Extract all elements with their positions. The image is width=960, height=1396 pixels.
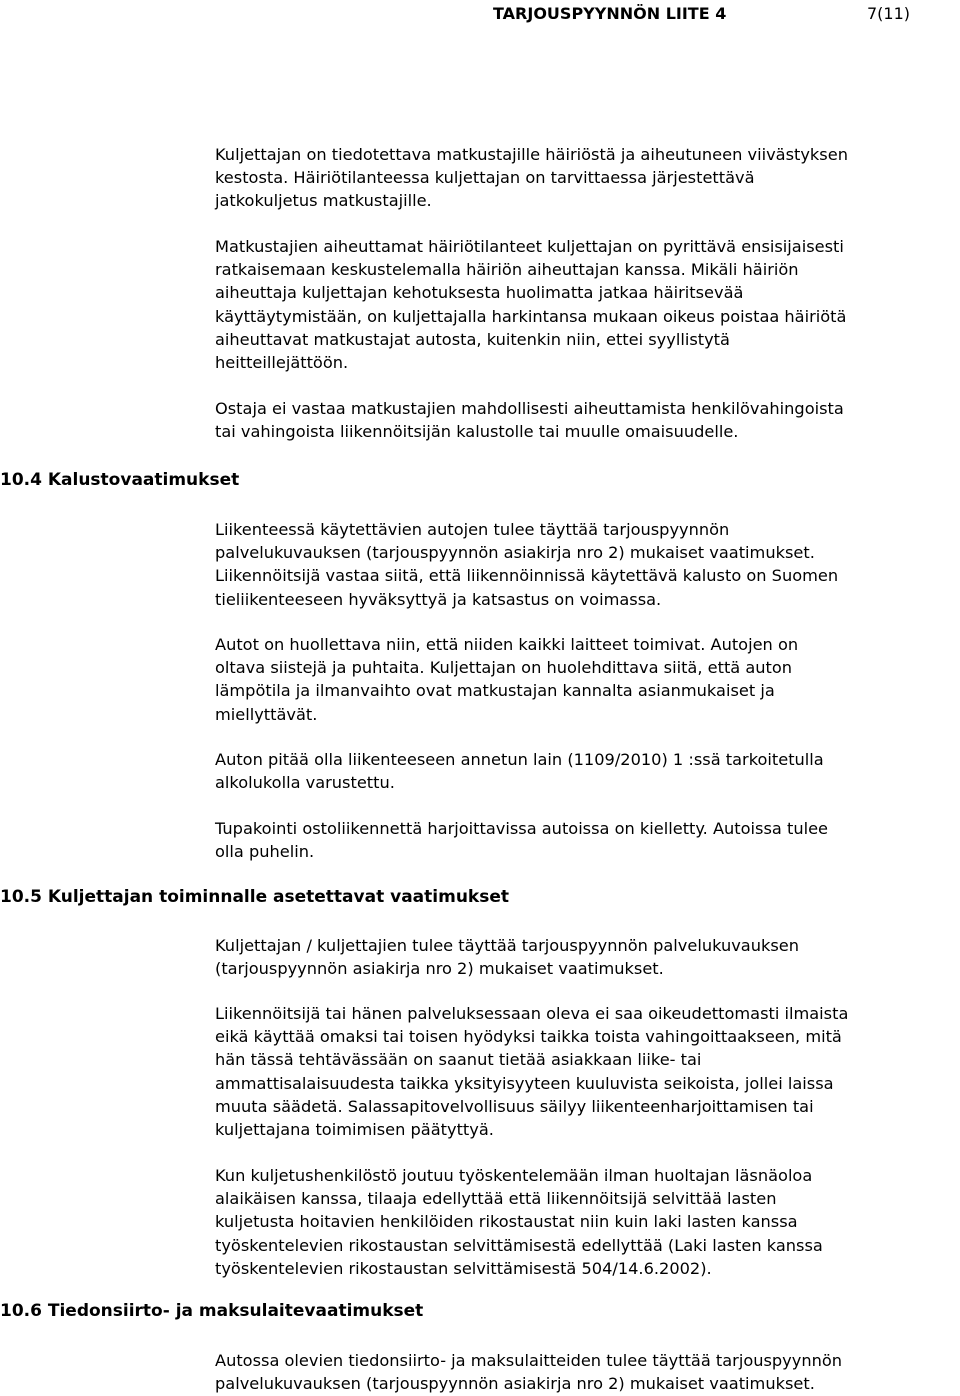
header-title: TARJOUSPYYNNÖN LIITE 4 [493, 4, 727, 23]
paragraph-line: olla puhelin. [215, 842, 315, 862]
paragraph-line: alkolukolla varustettu. [215, 773, 395, 793]
paragraph [215, 934, 957, 980]
paragraph-line: Tupakointi ostoliikennettä harjoittavissa autoissa on kielletty. Autoissa tulee [215, 819, 829, 838]
paragraph-line: Ostaja ei vastaa matkustajien mahdollisesti aiheuttamista henkilövahingoista [215, 399, 844, 418]
paragraph-line: palvelukuvauksen (tarjouspyynnön asiakirja nro 2) mukaiset vaatimukset. [215, 1374, 815, 1394]
section-heading: 10.6 Tiedonsiirto- ja maksulaitevaatimukset [0, 1301, 424, 1321]
paragraph-line: ratkaisemaan keskustelemalla häiriön aiheuttajan kanssa. Mikäli häiriön [215, 260, 799, 280]
paragraph-line: aiheuttaja kuljettajan kehotuksesta huolimatta jatkaa häiritsevää [215, 283, 744, 303]
paragraph-line: kestosta. Häiriötilanteessa kuljettajan on tarvittaessa järjestettävä [215, 168, 755, 188]
paragraph-line: (tarjouspyynnön asiakirja nro 2) mukaiset vaatimukset. [215, 959, 664, 979]
paragraph-line: alaikäisen kanssa, tilaaja edellyttää että liikennöitsijä selvittää lasten [215, 1189, 777, 1209]
paragraph-line: työskentelevien rikostaustan selvittämisestä 504/14.6.2002). [215, 1258, 712, 1278]
page-number: 7(11) [867, 4, 911, 23]
paragraph-line: Liikenteessä käytettävien autojen tulee täyttää tarjouspyynnön [215, 520, 730, 539]
paragraph-line: eikä käyttää omaksi tai toisen hyödyksi taikka toista vahingoittaakseen, mitä [215, 1027, 842, 1047]
paragraph-line: kuljetusta hoitavien henkilöiden rikostaustat niin kuin laki lasten kanssa [215, 1212, 798, 1232]
section-heading: 10.4 Kalustovaatimukset [0, 470, 240, 490]
paragraph-line: Autossa olevien tiedonsiirto- ja maksulaitteiden tulee täyttää tarjouspyynnön [215, 1351, 843, 1370]
paragraph-line: muuta säädetä. Salassapitovelvollisuus säilyy liikenteenharjoittamisen tai [215, 1096, 814, 1116]
section-heading: 10.5 Kuljettajan toiminnalle asetettavat vaatimukset [0, 887, 509, 907]
paragraph-line: hän tässä tehtävässään on saanut tietää asiakkaan liike- tai [215, 1050, 702, 1070]
paragraph [215, 633, 957, 726]
paragraph-line: oltava siistejä ja puhtaita. Kuljettajan on huolehdittava siitä, että auton [215, 658, 793, 678]
paragraph-line: aiheuttavat matkustajat autosta, kuitenkin niin, ettei syyllistytä [215, 329, 730, 349]
paragraph [215, 1002, 957, 1141]
paragraph [215, 235, 957, 374]
paragraph-line: miellyttävät. [215, 704, 318, 724]
paragraph-line: kuljettajana toimimisen päätyttyä. [215, 1120, 494, 1140]
paragraph-line: heitteillejättöön. [215, 353, 349, 373]
paragraph [215, 397, 957, 443]
paragraph-line: Liikennöitsijä vastaa siitä, että liikennöinnissä käytettävä kalusto on Suomen [215, 566, 839, 586]
paragraph [215, 143, 957, 213]
paragraph [215, 817, 957, 863]
paragraph [215, 748, 957, 794]
paragraph-line: ammattisalaisuudesta taikka yksityisyyteen kuuluvista seikoista, jollei laissa [215, 1073, 834, 1093]
paragraph-line: käyttäytymistään, on kuljettajalla harkintansa mukaan oikeus poistaa häiriötä [215, 306, 847, 326]
paragraph-line: Kuljettajan / kuljettajien tulee täyttää tarjouspyynnön palvelukuvauksen [215, 936, 799, 955]
paragraph-line: palvelukuvauksen (tarjouspyynnön asiakirja nro 2) mukaiset vaatimukset. [215, 543, 815, 563]
paragraph-line: Kuljettajan on tiedotettava matkustajille häiriöstä ja aiheutuneen viivästyksen [215, 145, 848, 164]
paragraph-line: Liikennöitsijä tai hänen palveluksessaan oleva ei saa oikeudettomasti ilmaista [215, 1004, 849, 1023]
paragraph-line: tieliikenteeseen hyväksyttyä ja katsastus on voimassa. [215, 589, 662, 609]
paragraph-line: tai vahingoista liikennöitsijän kalustolle tai muulle omaisuudelle. [215, 422, 739, 442]
paragraph-line: jatkokuljetus matkustajille. [215, 191, 432, 211]
paragraph-line: lämpötila ja ilmanvaihto ovat matkustajan kannalta asianmukaiset ja [215, 681, 775, 701]
paragraph [215, 1164, 957, 1280]
paragraph-line: Autot on huollettava niin, että niiden kaikki laitteet toimivat. Autojen on [215, 635, 799, 654]
paragraph [215, 1349, 957, 1395]
paragraph-line: työskentelevien rikostaustan selvittämisestä edellyttää (Laki lasten kanssa [215, 1235, 823, 1255]
paragraph-line: Auton pitää olla liikenteeseen annetun lain (1109/2010) 1 :ssä tarkoitetulla [215, 750, 824, 769]
paragraph-line: Kun kuljetushenkilöstö joutuu työskentelemään ilman huoltajan läsnäoloa [215, 1166, 813, 1185]
paragraph [215, 518, 957, 611]
paragraph-line: Matkustajien aiheuttamat häiriötilanteet kuljettajan on pyrittävä ensisijaisesti [215, 237, 844, 256]
